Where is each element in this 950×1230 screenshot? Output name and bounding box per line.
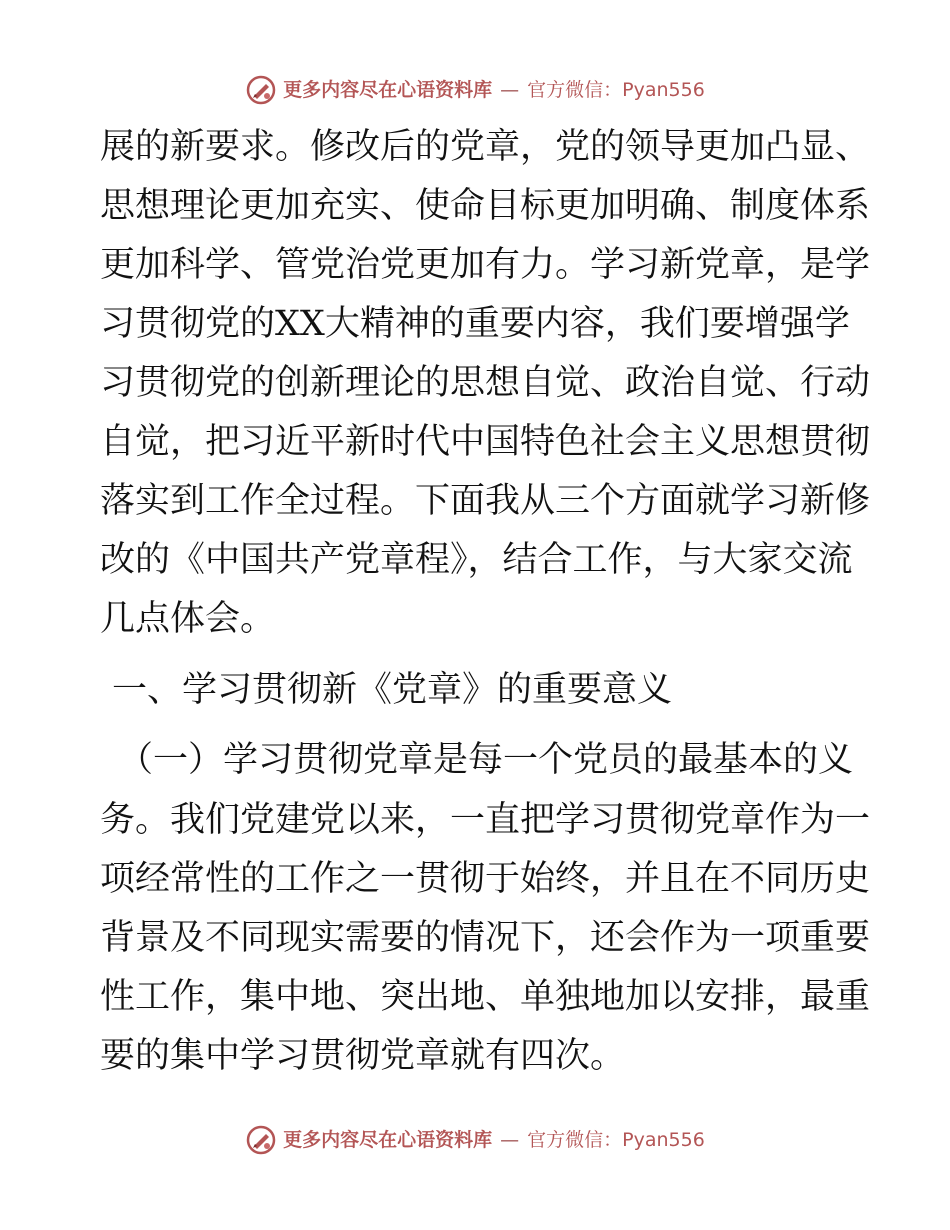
paragraph-line: 务。我们党建党以来，一直把学习贯彻党章作为一 bbox=[100, 800, 871, 840]
watermark-brand: 更多内容尽在心语资料库 bbox=[283, 78, 493, 101]
paragraph-line: 思想理论更加充实、使命目标更加明确、制度体系 bbox=[100, 186, 871, 226]
paragraph-line: 落实到工作全过程。下面我从三个方面就学习新修 bbox=[100, 481, 871, 521]
paragraph-line: 习贯彻党的XX大精神的重要内容，我们要增强学 bbox=[100, 304, 850, 344]
paragraph-line: 改的《中国共产党章程》，结合工作，与大家交流 bbox=[100, 540, 853, 580]
paragraph-line: 展的新要求。修改后的党章，党的领导更加凸显、 bbox=[100, 127, 871, 167]
paragraph-line: 自觉，把习近平新时代中国特色社会主义思想贯彻 bbox=[100, 422, 871, 462]
paragraph-line: 更加科学、管党治党更加有力。学习新党章，是学 bbox=[100, 245, 871, 285]
pen-heart-logo-icon bbox=[245, 1124, 277, 1156]
paragraph-line: 习贯彻党的创新理论的思想自觉、政治自觉、行动 bbox=[100, 363, 871, 403]
watermark-contact: 官方微信：Pyan556 bbox=[527, 78, 705, 101]
paragraph-line: 要的集中学习贯彻党章就有四次。 bbox=[100, 1036, 626, 1076]
paragraph-line: 性工作，集中地、突出地、单独地加以安排，最重 bbox=[100, 977, 871, 1017]
section-heading: 一、学习贯彻新《党章》的重要意义 bbox=[112, 670, 673, 710]
pen-heart-logo-icon bbox=[245, 74, 277, 106]
paragraph-line: 背景及不同现实需要的情况下，还会作为一项重要 bbox=[100, 918, 871, 958]
watermark-separator: — bbox=[500, 1128, 520, 1151]
paragraph-line: （一）学习贯彻党章是每一个党员的最基本的义 bbox=[118, 740, 854, 780]
paragraph-line: 几点体会。 bbox=[100, 599, 276, 639]
paragraph-line: 项经常性的工作之一贯彻于始终，并且在不同历史 bbox=[100, 859, 871, 899]
footer-watermark bbox=[0, 1120, 950, 1160]
watermark-contact: 官方微信：Pyan556 bbox=[527, 1128, 705, 1151]
watermark-separator: — bbox=[500, 78, 520, 101]
watermark-brand: 更多内容尽在心语资料库 bbox=[283, 1128, 493, 1151]
header-watermark bbox=[0, 70, 950, 110]
